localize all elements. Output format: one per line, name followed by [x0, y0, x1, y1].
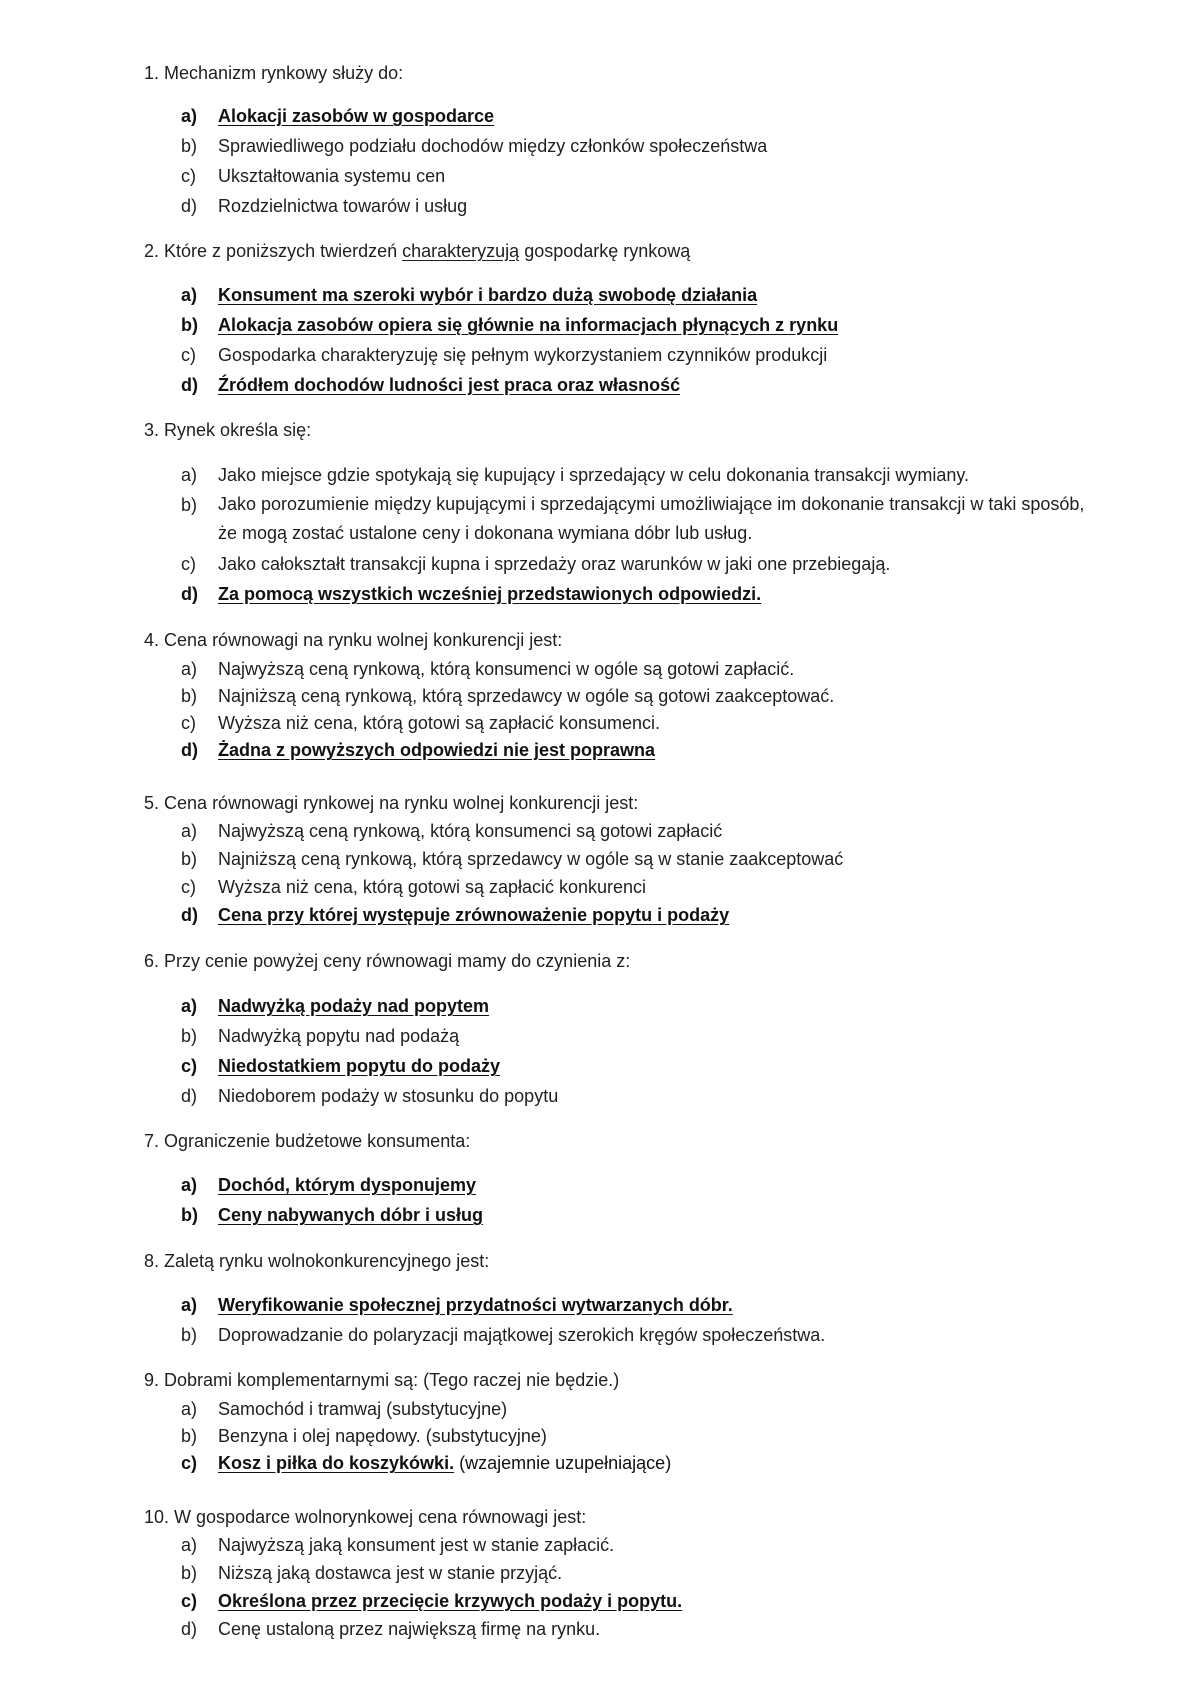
option-marker: c): [181, 554, 196, 574]
option-text: Jako miejsce gdzie spotykają się kupujący i sprzedający w celu dokonania transakcji wymiany.: [218, 465, 970, 485]
option-text: Cenę ustaloną przez największą firmę na rynku.: [218, 1619, 601, 1639]
option-text: Alokacja zasobów opiera się głównie na informacjach płynących z rynku: [218, 315, 839, 335]
option-note: (wzajemnie uzupełniające): [454, 1453, 672, 1473]
question-10: [144, 1505, 1144, 1529]
option-marker: d): [181, 375, 198, 395]
option-marker: a): [181, 1535, 198, 1555]
question-9: [144, 1368, 1144, 1392]
question-number: 2.: [144, 241, 160, 261]
option-marker: a): [181, 659, 198, 679]
question-number: 10.: [144, 1507, 170, 1527]
option-marker: b): [181, 315, 198, 335]
option-text: Niedostatkiem popytu do podaży: [218, 1056, 501, 1076]
option-marker: a): [181, 1295, 198, 1315]
question-number: 6.: [144, 951, 160, 971]
option-marker: b): [181, 1026, 198, 1046]
option-text: Źródłem dochodów ludności jest praca oraz własność: [218, 375, 681, 395]
option-text: Określona przez przecięcie krzywych podaży i popytu.: [218, 1591, 683, 1611]
option-text: Żadna z powyższych odpowiedzi nie jest poprawna: [218, 740, 656, 760]
option-text: Najniższą ceną rynkową, którą sprzedawcy w ogóle są gotowi zaakceptować.: [218, 686, 835, 706]
option-text: Weryfikowanie społecznej przydatności wytwarzanych dóbr.: [218, 1295, 733, 1315]
option-text: Jako porozumienie między kupującymi i sprzedającymi umożliwiające im dokonanie transakcji w taki sposób, że mogą zostać ustalone ceny i dokonana wymiana dóbr lub usług.: [218, 494, 1085, 543]
option-marker: c): [181, 166, 196, 186]
option-text: Dochód, którym dysponujemy: [218, 1175, 477, 1195]
question-text: Cena równowagi rynkowej na rynku wolnej konkurencji jest:: [164, 793, 639, 813]
option-marker: b): [181, 136, 198, 156]
option-marker: b): [181, 849, 198, 869]
option-marker: d): [181, 196, 198, 216]
option-text: Najniższą ceną rynkową, którą sprzedawcy w ogóle są w stanie zaakceptować: [218, 849, 844, 869]
question-number: 5.: [144, 793, 160, 813]
question-6: [144, 949, 1144, 973]
question-text-underlined: charakteryzują: [402, 241, 520, 261]
question-text: Które z poniższych twierdzeń: [164, 241, 403, 261]
option-marker: c): [181, 1453, 198, 1473]
option-text: Ceny nabywanych dóbr i usług: [218, 1205, 484, 1225]
question-2: [144, 239, 1144, 263]
option-marker: c): [181, 713, 196, 733]
question-7: [144, 1129, 1144, 1153]
question-text: Przy cenie powyżej ceny równowagi mamy do czynienia z:: [164, 951, 631, 971]
option-marker: a): [181, 106, 198, 126]
question-number: 9.: [144, 1370, 160, 1390]
option-text: Za pomocą wszystkich wcześniej przedstawionych odpowiedzi.: [218, 584, 762, 604]
option-text: Gospodarka charakteryzuję się pełnym wykorzystaniem czynników produkcji: [218, 345, 828, 365]
option-text: Jako całokształt transakcji kupna i sprzedaży oraz warunków w jaki one przebiegają.: [218, 554, 891, 574]
option-text: Cena przy której występuje zrównoważenie popytu i podaży: [218, 905, 730, 925]
option-text: Wyższa niż cena, którą gotowi są zapłacić konsumenci.: [218, 713, 661, 733]
question-text: Rynek określa się:: [164, 420, 312, 440]
question-number: 7.: [144, 1131, 160, 1151]
option-marker: b): [181, 1563, 198, 1583]
option-text: Samochód i tramwaj (substytucyjne): [218, 1399, 508, 1419]
option-text: Najwyższą ceną rynkową, którą konsumenci są gotowi zapłacić: [218, 821, 723, 841]
question-8: [144, 1249, 1144, 1273]
option-marker: d): [181, 1086, 198, 1106]
question-text: Cena równowagi na rynku wolnej konkurencji jest:: [164, 630, 563, 650]
option-marker: a): [181, 996, 198, 1016]
option-text: Benzyna i olej napędowy. (substytucyjne): [218, 1426, 547, 1446]
option-text: Sprawiedliwego podziału dochodów między członków społeczeństwa: [218, 136, 768, 156]
option-marker: b): [181, 1325, 198, 1345]
question-text: Zaletą rynku wolnokonkurencyjnego jest:: [164, 1251, 490, 1271]
option-marker: a): [181, 285, 198, 305]
option-text: Nadwyżką popytu nad podażą: [218, 1026, 460, 1046]
question-3: [144, 418, 1144, 442]
option-marker: a): [181, 1175, 198, 1195]
question-text: gospodarkę rynkową: [519, 241, 691, 261]
option-text: Niższą jaką dostawca jest w stanie przyjąć.: [218, 1563, 563, 1583]
option-marker: a): [181, 1399, 198, 1419]
option-marker: a): [181, 465, 198, 485]
question-1: [144, 61, 1144, 85]
option-marker: c): [181, 877, 196, 897]
option-text: Rozdzielnictwa towarów i usług: [218, 196, 468, 216]
option-text: Niedoborem podaży w stosunku do popytu: [218, 1086, 559, 1106]
option-marker: d): [181, 905, 198, 925]
question-text: Mechanizm rynkowy służy do:: [164, 63, 404, 83]
question-4: [144, 628, 1144, 652]
option-marker: d): [181, 1619, 198, 1639]
option-marker: b): [181, 1205, 198, 1225]
question-number: 3.: [144, 420, 160, 440]
question-5: [144, 791, 1144, 815]
option-text: Ukształtowania systemu cen: [218, 166, 446, 186]
question-text: Ograniczenie budżetowe konsumenta:: [164, 1131, 471, 1151]
question-number: 8.: [144, 1251, 160, 1271]
option-text: Konsument ma szeroki wybór i bardzo dużą swobodę działania: [218, 285, 758, 305]
question-number: 1.: [144, 63, 160, 83]
option-text: Nadwyżką podaży nad popytem: [218, 996, 490, 1016]
option-marker: d): [181, 740, 198, 760]
option-text: Najwyższą jaką konsument jest w stanie zapłacić.: [218, 1535, 615, 1555]
option-marker: c): [181, 1056, 198, 1076]
option-text: Alokacji zasobów w gospodarce: [218, 106, 495, 126]
option-text: Wyższa niż cena, którą gotowi są zapłacić konkurenci: [218, 877, 647, 897]
option-marker: b): [181, 495, 198, 515]
option-text: Kosz i piłka do koszykówki.: [218, 1453, 455, 1473]
option-marker: b): [181, 1426, 198, 1446]
question-text: Dobrami komplementarnymi są: (Tego raczej nie będzie.): [164, 1370, 620, 1390]
option-text: Doprowadzanie do polaryzacji majątkowej szerokich kręgów społeczeństwa.: [218, 1325, 826, 1345]
question-text: W gospodarce wolnorynkowej cena równowagi jest:: [174, 1507, 587, 1527]
option-marker: d): [181, 584, 198, 604]
option-text: Najwyższą ceną rynkową, którą konsumenci w ogóle są gotowi zapłacić.: [218, 659, 795, 679]
option-marker: c): [181, 1591, 198, 1611]
question-number: 4.: [144, 630, 160, 650]
option-marker: c): [181, 345, 196, 365]
option-marker: a): [181, 821, 198, 841]
option-marker: b): [181, 686, 198, 706]
